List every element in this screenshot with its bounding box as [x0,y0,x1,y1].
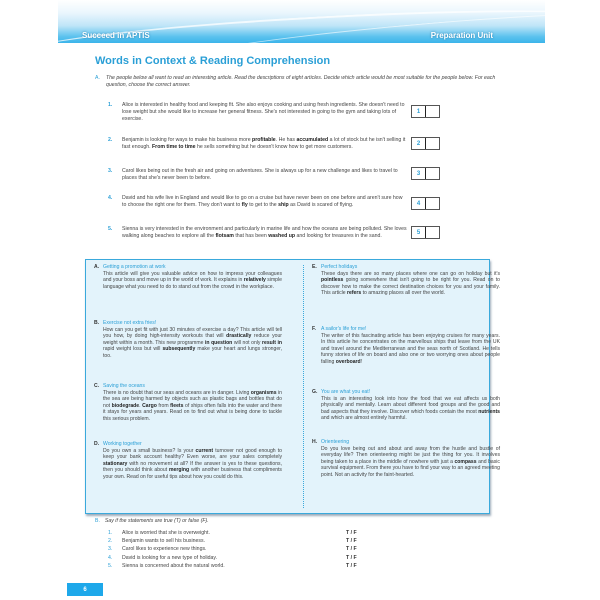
article-body: This article will give you valuable advice on how to impress your colleagues and your boss and move up in the world of work. It explains in relatively simple language what you need to do to stand out from the crowd in the workplace. [103,270,282,290]
article-letter: H. [312,439,318,445]
question-item [108,102,408,123]
article-item [94,441,282,481]
key-word: ship [278,202,289,208]
article-item [312,326,500,366]
article-body: Do you love being out and about and away from the hustle and bustle of everyday life? Then orienteering might be just the thing for you. It involves being taken to a place in the middle of nowhere with just a compass and basic survival equipment. From there you have to find your way to an agreed meeting point. Not an activity for the faint-hearted. [321,445,500,478]
question-number: 3. [108,168,113,174]
article-letter: G. [312,389,318,395]
article-body: This is an interesting look into how the food that we eat affects us both physically and mentally. Learn about different food groups and the good and bad aspects that they involve. Discover which foods contain the most nutrients and which are almost entirely harmful. [321,395,500,422]
article-heading: Exercise not extra fries! [103,320,157,326]
statement-text: Benjamin wants to sell his business. [122,538,206,545]
article-letter: C. [94,383,100,389]
answer-input[interactable] [426,168,439,179]
key-word: overboard [335,358,361,365]
answer-box-label: 1 [412,106,426,117]
statement-text: David is looking for a new type of holiday. [122,554,218,561]
key-word: profitable [252,137,276,143]
question-text: David and his wife live in England and would like to go on a cruise but have never been on one before and aren't sure how to choose the right one for them. They don't want to fly to get to the ship as David is scared of flying. [122,195,403,208]
article-letter: E. [312,264,317,270]
part-b-letter: B. [95,518,100,524]
article-body: There is no doubt that our seas and oceans are in danger. Living organisms in the sea are being harmed by objects such as plastic bags and bottles that do not biodegrade. Cargo from fleets of ships often falls into the water and there it stays for years and years. Read on to find out what is being done to tackle this serious problem. [103,389,282,422]
key-word: accumulated [296,137,329,143]
answer-box[interactable] [411,105,440,118]
key-word: relatively [243,277,266,284]
page-number-badge: 6 [67,583,103,596]
article-heading: Getting a promotion at work [103,264,166,270]
article-letter: B. [94,320,100,326]
header-banner [58,0,545,43]
key-word: From time to time [152,144,196,150]
statement-text: Carol likes to experience new things. [122,546,207,553]
article-body: The writer of this fascinating article has been enjoying cruises for many years. In this article he concentrates on the marvellous ships that leave from the UK and travel around the Mediterranean and the seas north of Scotland. He tells funny stories of life on board and also one or two worrying ones about people falling overboard! [321,332,500,365]
article-letter: A. [94,264,100,270]
key-word: result in [262,339,282,346]
question-number: 4. [108,195,113,201]
part-a-instruction [95,75,515,89]
key-word: fly [241,202,248,208]
true-false-option[interactable]: T / F [346,554,357,561]
article-item [312,264,500,297]
article-body: These days there are so many places where one can go on holiday but it's pointless going somewhere that isn't going to be right for you. Read on to discover how to make the correct destination choices for you and your family. This article refers to amazing places all over the world. [321,270,500,297]
statement-number: 5. [108,562,113,569]
book-title: Succeed in APTIS [82,31,150,40]
key-word: Cargo [142,402,157,409]
part-a-letter: A. [95,75,100,81]
answer-box-label: 4 [412,198,426,209]
article-letter: F. [312,326,316,332]
article-heading: You are what you eat! [321,389,371,395]
article-item [94,320,282,360]
question-item [108,137,408,151]
unit-title: Preparation Unit [430,31,493,40]
question-item [108,168,408,182]
key-word: fleets [170,402,184,409]
statement-item [108,546,408,552]
statement-number: 1. [108,530,113,536]
articles-box [85,259,500,514]
answer-box-label: 2 [412,138,426,149]
key-word: refers [347,290,362,297]
statement-number: 2. [108,538,113,545]
statement-text: Alice is worried that she is overweight. [122,530,210,536]
true-false-option[interactable]: T / F [346,546,357,553]
answer-box-label: 5 [412,227,426,238]
article-item [312,389,500,422]
key-word: pointless [321,277,344,284]
true-false-option[interactable]: T / F [346,530,357,536]
article-item [94,383,282,423]
column-divider [303,265,304,508]
key-word: current [195,447,214,454]
key-word: merging [169,467,190,474]
statement-item [108,555,408,561]
article-letter: D. [94,441,100,447]
answer-input[interactable] [426,106,439,117]
key-word: drastically [226,333,252,340]
answer-box[interactable] [411,137,440,150]
answer-box[interactable] [411,226,440,239]
key-word: washed up [268,233,296,239]
statement-number: 3. [108,546,113,553]
statement-text: Sienna is concerned about the natural world. [122,562,225,569]
question-number: 2. [108,137,113,143]
question-number: 1. [108,102,113,108]
question-item [108,226,408,240]
article-item [312,439,500,479]
part-b-instruction [95,518,209,524]
key-word: organisms [250,389,277,396]
answer-box[interactable] [411,167,440,180]
question-text: Benjamin is looking for ways to make his business more profitable. He has accumulated a lot of stock but he isn't selling it fast enough. From time to time he sells something but he doesn't know how to get more customers. [122,137,406,150]
page-title: Words in Context & Reading Comprehension [95,55,331,67]
article-heading: Working together [103,441,142,447]
article-body: Do you own a small business? Is your current turnover not good enough to keep your bank account healthy? Even worse, are your sales completely stationary with no movement at all? If the answer is yes to these questions, then you should think about merging with another business that compliments your own. Read on for useful tips about how you could do this. [103,447,282,480]
answer-input[interactable] [426,227,439,238]
key-word: stationary [103,460,128,467]
part-b-instruction-text: Say if the statements are true (T) or false (F). [104,518,209,524]
article-heading: Perfect holidays [321,264,358,270]
question-text: Alice is interested in healthy food and keeping fit. She also enjoys cooking and using fresh ingredients. She doesn't need to lose weight but she would like to increase her general fitness. She's not interested in going to the gym and taking lots of exercise. [122,102,405,122]
key-word: biodegrade [111,402,140,409]
key-word: subsequently [162,346,196,353]
true-false-option[interactable]: T / F [346,562,357,569]
key-word: in question [204,339,233,346]
question-number: 5. [108,226,113,232]
key-word: nutrients [478,408,500,415]
statement-item [108,538,408,544]
part-a-instruction-text: The people below all want to read an interesting article. Read the descriptions of eight articles. Decide which article would be most suitable for the people below. For each question, choose the correct answer. [106,75,496,88]
answer-input[interactable] [426,138,439,149]
question-text: Sienna is very interested in the environment and particularly in marine life and how the oceans are being polluted. She loves walking along beaches to explore all the flotsam that has been washed up and looking for treasures in the sand. [122,226,407,239]
statement-number: 4. [108,554,113,561]
question-text: Carol likes being out in the fresh air and going on adventures. She is always up for a new challenge and likes to travel to places that she's never been to before. [122,168,398,181]
key-word: compass [454,458,477,465]
article-heading: Orienteering [321,439,350,445]
statement-item [108,530,408,536]
article-heading: Saving the oceans [103,383,145,389]
statement-item [108,563,408,569]
article-heading: A sailor's life for me! [321,326,367,332]
answer-box-label: 3 [412,168,426,179]
true-false-option[interactable]: T / F [346,538,357,545]
key-word: flotsam [215,233,234,239]
question-item [108,195,408,209]
article-body: How can you get fit with just 30 minutes of exercise a day? This article will tell you how, by doing high-intensity workouts that will drastically reduce your weight within a month. This new programme in question will not only result in rapid weight loss but will subsequently make your heart and lungs stronger, too. [103,326,282,359]
answer-input[interactable] [426,198,439,209]
answer-box[interactable] [411,197,440,210]
article-item [94,264,282,290]
